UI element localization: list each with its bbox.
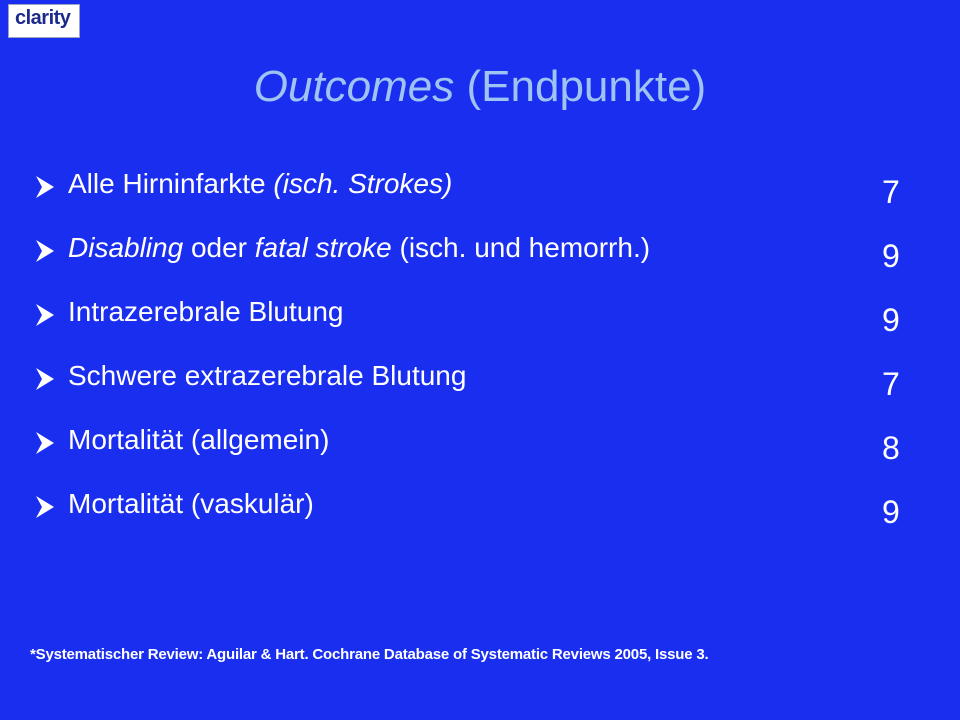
logo-text: clarity — [15, 7, 71, 29]
arrow-bullet-icon — [34, 366, 56, 392]
list-item — [34, 232, 914, 296]
outcome-label-segment: Mortalität (vaskulär) — [68, 488, 314, 519]
arrow-bullet-icon — [34, 174, 56, 200]
outcome-label-segment: (isch. Strokes) — [273, 168, 453, 199]
outcome-label — [68, 360, 466, 392]
list-item — [34, 296, 914, 360]
outcome-label — [68, 424, 329, 456]
clarity-logo — [8, 4, 80, 38]
arrow-bullet-icon — [34, 238, 56, 264]
arrow-bullet-icon — [34, 302, 56, 328]
outcome-score: 9 — [882, 302, 900, 338]
outcome-label-segment: fatal stroke — [254, 232, 392, 263]
outcome-score: 7 — [882, 366, 900, 402]
footnote: *Systematischer Review: Aguilar & Hart. Cochrane Database of Systematic Reviews 2005, Issue 3. — [30, 646, 709, 663]
outcome-score: 9 — [882, 238, 900, 274]
arrow-bullet-icon — [34, 494, 56, 520]
outcome-score: 9 — [882, 494, 900, 530]
outcome-label-segment: Disabling — [68, 232, 184, 263]
list-item — [34, 488, 914, 552]
outcome-label-segment: Mortalität (allgemein) — [68, 424, 330, 455]
outcome-label-segment: Intrazerebrale Blutung — [68, 296, 344, 327]
outcome-label-segment: Schwere extrazerebrale Blutung — [68, 360, 467, 391]
outcome-label-segment: (isch. und hemorrh.) — [391, 232, 651, 263]
outcome-label — [68, 488, 314, 520]
arrow-bullet-icon — [34, 430, 56, 456]
slide-title — [0, 62, 960, 112]
list-item — [34, 360, 914, 424]
outcome-label-segment: oder — [183, 232, 255, 263]
outcome-score: 8 — [882, 430, 900, 466]
outcome-list — [34, 168, 914, 552]
outcome-label-segment: Alle Hirninfarkte — [68, 168, 274, 199]
slide-title-rest: (Endpunkte) — [454, 62, 707, 111]
outcome-label — [68, 296, 344, 328]
outcome-score: 7 — [882, 174, 900, 210]
slide-title-italic: Outcomes — [253, 62, 455, 111]
list-item — [34, 424, 914, 488]
outcome-label — [68, 168, 452, 200]
outcome-label — [68, 232, 650, 264]
list-item — [34, 168, 914, 232]
